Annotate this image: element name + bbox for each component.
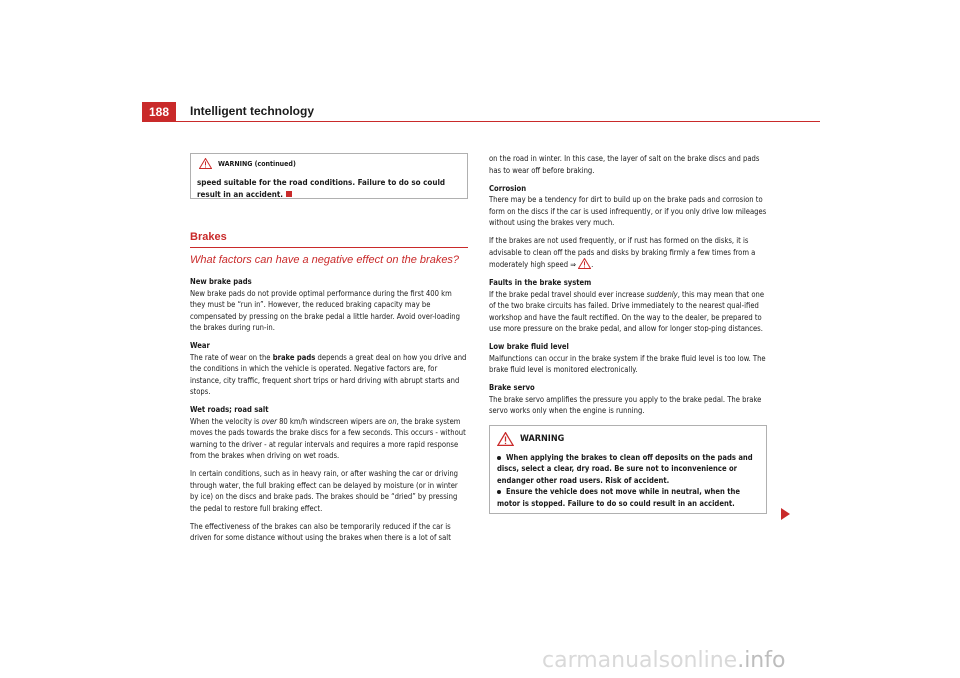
section-title: Brakes bbox=[190, 231, 227, 243]
rust-text: If the brakes are not used frequently, or if rust has formed on the disks, it is advisable to clean off the pads and disks by braking firmly a few times from a moderately high speed ⇒ . bbox=[489, 236, 756, 269]
warning-item: Ensure the vehicle does not move while in neutral, when the motor is stopped. Failure to do so could result in an accident. bbox=[497, 487, 741, 508]
warning-label: WARNING bbox=[520, 433, 565, 444]
footer-watermark: carmanualsonline.info bbox=[542, 648, 786, 673]
warning-item: When applying the brakes to clean off deposits on the pads and discs, select a clear, dry road. Be sure not to inconvenience or endanger other road users. Risk of accident. bbox=[497, 452, 753, 485]
low-fluid-heading: Low brake fluid level bbox=[489, 342, 569, 351]
brake-servo-heading: Brake servo bbox=[489, 383, 535, 392]
section-subtitle: What factors can have a negative effect on the brakes? bbox=[190, 254, 460, 266]
warning-box bbox=[489, 425, 767, 515]
running-head: Intelligent technology bbox=[190, 104, 315, 118]
new-pads-heading: New brake pads bbox=[190, 277, 252, 286]
continue-arrow-icon bbox=[781, 508, 790, 520]
warning-continued-title bbox=[199, 158, 461, 169]
heavy-rain-text: In certain conditions, such as in heavy rain, or after washing the car or driving through water, the full braking effect can be delayed by moisture (or in winter by ice) on the discs and brake pads. The brakes should be “dried” by pressing the pedal to restore full braking effect. bbox=[190, 469, 458, 513]
warning-continued-label: WARNING (continued) bbox=[218, 159, 296, 168]
warning-triangle-icon bbox=[497, 432, 514, 446]
wear-text: The rate of wear on the brake pads depends a great deal on how you drive and the conditions in which the vehicle is operated. Negative factors are, for instance, city traffic, frequent short trips or hard driving with abrupt starts and stops. bbox=[190, 352, 467, 396]
corrosion-text: There may be a tendency for dirt to build up on the brake pads and corrosion to form on the discs if the car is used infrequently, or if you only drive low mileages without using the brakes very much. bbox=[489, 195, 767, 227]
warning-continued-box bbox=[190, 153, 468, 199]
wet-roads-heading: Wet roads; road salt bbox=[190, 405, 269, 414]
brake-servo-text: The brake servo amplifies the pressure you apply to the brake pedal. The brake servo works only when the engine is running. bbox=[489, 394, 762, 415]
effectiveness-text: The effectiveness of the brakes can also be temporarily reduced if the car is driven for some distance without using the brakes when there is a lot of salt bbox=[190, 521, 451, 542]
wet-roads-text: When the velocity is over 80 km/h windscreen wipers are on, the brake system moves the pads towards the brake discs for a few seconds. This occurs - without warning to the driver - at regular intervals and requires a more rapid response from the brakes when driving on wet roads. bbox=[190, 416, 466, 460]
left-column bbox=[190, 153, 468, 544]
warning-triangle-icon bbox=[199, 158, 212, 169]
end-of-section-icon bbox=[286, 191, 292, 197]
header-rule bbox=[142, 121, 820, 122]
warning-reference-icon[interactable] bbox=[578, 258, 591, 269]
faults-text: If the brake pedal travel should ever increase suddenly, this may mean that one of the two brake circuits has failed. Drive immediately to the nearest qual-ified workshop and have the fault rectified. On the way to the dealer, be prepared to use more pressure on the brake pedal, and allow for longer stop-ping distances. bbox=[489, 289, 765, 333]
faults-heading: Faults in the brake system bbox=[489, 278, 592, 287]
low-fluid-text: Malfunctions can occur in the brake system if the brake fluid level is too low. The brake fluid level is monitored electronically. bbox=[489, 353, 766, 374]
right-column bbox=[489, 153, 767, 514]
corrosion-heading: Corrosion bbox=[489, 183, 527, 193]
new-pads-text: New brake pads do not provide optimal performance during the first 400 km they must be “run in”. However, the reduced braking capacity may be compensated by pressing on the brake pedal a little harder. Avoid over-loading the brakes during run-in. bbox=[190, 288, 460, 332]
section-rule bbox=[190, 247, 468, 248]
salt-continued-text: on the road in winter. In this case, the layer of salt on the brake discs and pads has to wear off before braking. bbox=[489, 154, 760, 175]
warning-continued-text: speed suitable for the road conditions. Failure to do so could result in an accident. bbox=[197, 178, 446, 199]
bullet-icon bbox=[497, 456, 501, 460]
warning-title bbox=[497, 432, 759, 446]
page-number: 188 bbox=[142, 102, 176, 122]
bullet-icon bbox=[497, 490, 501, 494]
wear-heading: Wear bbox=[190, 341, 210, 350]
